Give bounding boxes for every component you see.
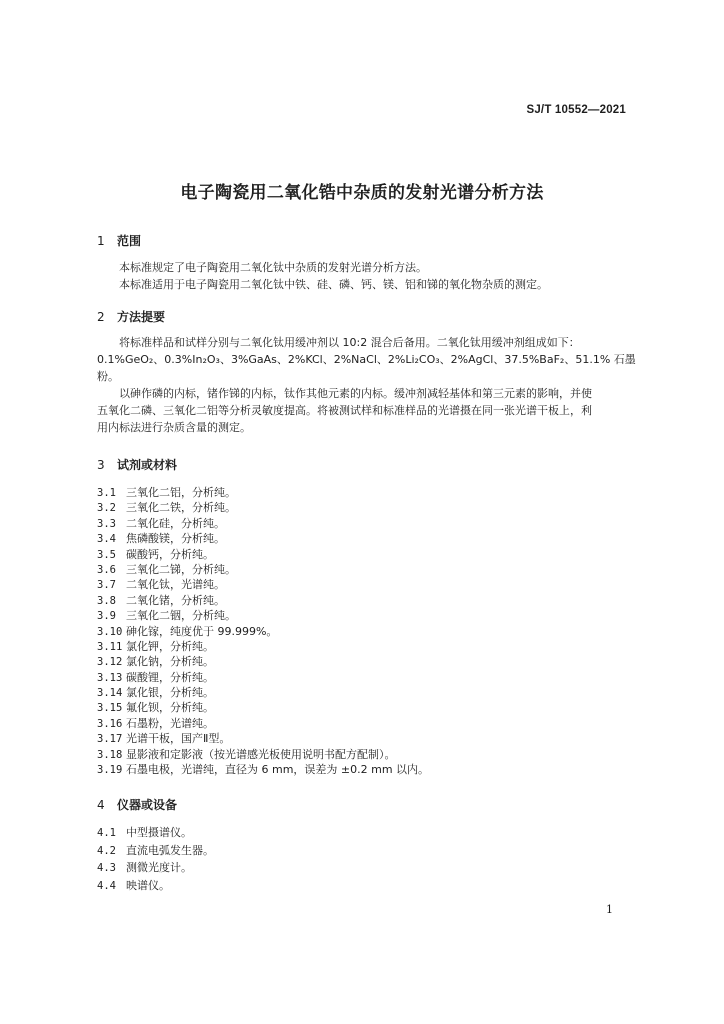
list-item: 3.10 砷化镓，纯度优于 99.999%。: [97, 624, 278, 638]
paragraph-line: 粉。: [97, 370, 119, 383]
list-item: 3.7 二氧化钛，光谱纯。: [97, 578, 225, 592]
list-item: 3.9 三氧化二铟，分析纯。: [97, 609, 236, 623]
list-item: 3.6 三氧化二锑，分析纯。: [97, 562, 236, 576]
paragraph: 本标准规定了电子陶瓷用二氧化钛中杂质的发射光谱分析方法。: [119, 261, 427, 274]
list-item: 4.4 映谱仪。: [97, 878, 170, 892]
paragraph-line: 以砷作磷的内标，锗作锑的内标，钛作其他元素的内标。缓冲剂减轻基体和第三元素的影响，并使: [119, 387, 592, 400]
list-item: 3.17 光谱干板，国产Ⅱ型。: [97, 732, 231, 746]
paragraph-line: 用内标法进行杂质含量的测定。: [97, 421, 251, 434]
list-item: 3.12 氯化钠，分析纯。: [97, 655, 214, 669]
list-item: 4.1 中型摄谱仪。: [97, 826, 192, 839]
page-number: 1: [606, 903, 613, 916]
list-item: 3.15 氟化钡，分析纯。: [97, 701, 214, 715]
section-2-heading: [97, 308, 165, 325]
list-item: 3.8 二氧化锗，分析纯。: [97, 593, 225, 607]
section-title: 方法提要: [117, 310, 166, 324]
paragraph-line: 0.1%GeO₂、0.3%In₂O₃、3%GaAs、2%KCl、2%NaCl、2%Li₂CO₃、2%AgCl、37.5%BaF₂、51.1% 石墨: [97, 353, 636, 366]
list-item: 3.4 焦磷酸镁，分析纯。: [97, 532, 225, 546]
standard-code: SJ/T 10552—2021: [526, 104, 626, 116]
reagent-list: [97, 485, 429, 777]
paragraph-line: 将标准样品和试样分别与二氧化钛用缓冲剂以 10:2 混合后备用。二氧化钛用缓冲剂组成如下：: [119, 336, 580, 349]
list-item: 3.1 三氧化二铝，分析纯。: [97, 486, 236, 499]
section-3-heading: [97, 456, 177, 473]
document-title: 电子陶瓷用二氧化锆中杂质的发射光谱分析方法: [180, 183, 544, 203]
list-item: 3.16 石墨粉，光谱纯。: [97, 716, 214, 730]
section-1-heading: [97, 232, 141, 249]
section-title: 范围: [117, 234, 142, 248]
list-item: 3.14 氯化银，分析纯。: [97, 686, 214, 700]
paragraph: 本标准适用于电子陶瓷用二氧化钛中铁、硅、磷、钙、镁、铝和锑的氧化物杂质的测定。: [119, 278, 548, 291]
list-item: 3.18 显影液和定影液（按光谱感光板使用说明书配方配制）。: [97, 747, 396, 761]
section-title: 仪器或设备: [117, 798, 178, 812]
section-number: 2: [97, 310, 105, 324]
section-number: 3: [97, 458, 105, 472]
section-4-heading: [97, 796, 177, 813]
list-item: 3.5 碳酸钙，分析纯。: [97, 547, 214, 561]
paragraph-line: 五氧化二磷、三氧化二铝等分析灵敏度提高。将被测试样和标准样品的光谱摄在同一张光谱干板上，利: [97, 404, 592, 417]
list-item: 3.13 碳酸锂，分析纯。: [97, 670, 214, 684]
list-item: 3.2 三氧化二铁，分析纯。: [97, 501, 236, 515]
list-item: 3.11 氯化钾，分析纯。: [97, 639, 214, 653]
list-item: 4.2 直流电弧发生器。: [97, 843, 214, 857]
equipment-list: [97, 824, 214, 894]
section-number: 4: [97, 798, 105, 812]
list-item: 4.3 测微光度计。: [97, 861, 192, 874]
section-number: 1: [97, 234, 105, 248]
list-item: 3.19 石墨电极，光谱纯，直径为 6 mm，误差为 ±0.2 mm 以内。: [97, 763, 430, 777]
list-item: 3.3 二氧化硅，分析纯。: [97, 516, 225, 530]
section-title: 试剂或材料: [117, 458, 178, 472]
